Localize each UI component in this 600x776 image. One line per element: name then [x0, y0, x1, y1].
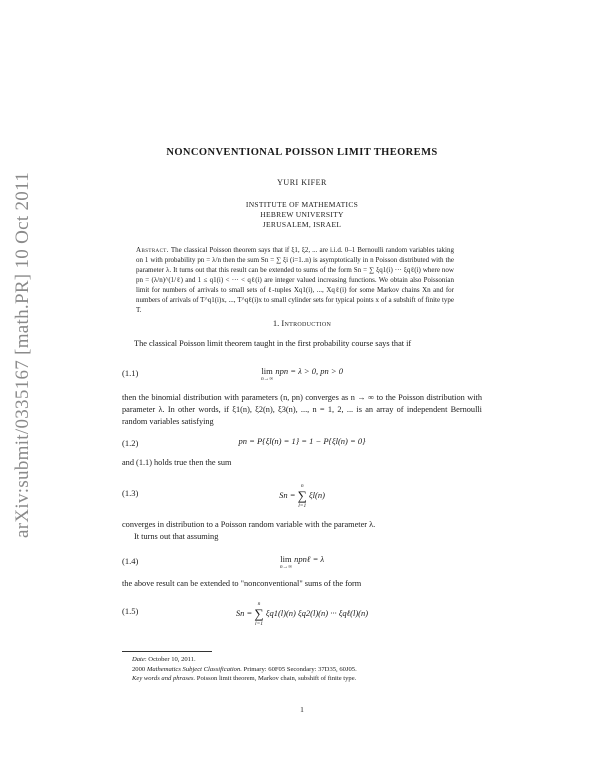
affiliation-line: INSTITUTE OF MATHEMATICS — [245, 200, 359, 209]
equation-number: (1.1) — [122, 368, 139, 378]
equation-expression: ξl(n) — [308, 489, 325, 500]
equation-expression: npn = λ > 0, pn > 0 — [275, 366, 343, 376]
section-title: Introduction — [281, 318, 332, 328]
arxiv-stamp-text: arXiv:submit/0335167 [math.PR] 10 Oct 2011 — [12, 171, 34, 539]
equation-1-3 — [122, 478, 482, 510]
abstract-label: Abstract. — [136, 246, 169, 254]
summation-symbol: n ∑ l=1 — [254, 601, 264, 627]
equation-1-2 — [122, 432, 482, 456]
paragraph: It turns out that assuming — [134, 532, 219, 541]
equation-lhs: Sn = — [235, 607, 253, 618]
equation-expression: pn = P{ξl(n) = 1} = 1 − P{ξl(n) = 0} — [238, 436, 366, 446]
footnote-msc: 2000 Mathematics Subject Classification. Primary: 60F05 Secondary: 37D35, 60J05. — [132, 665, 357, 673]
equation-number: (1.3) — [122, 488, 139, 498]
limit-operator: lim n→∞ — [279, 554, 293, 570]
affiliation — [122, 200, 482, 230]
equation-number: (1.2) — [122, 438, 139, 448]
author: YURI KIFER — [277, 178, 327, 187]
paragraph: converges in distribution to a Poisson random variable with the parameter λ. — [122, 520, 376, 529]
equation-number: (1.4) — [122, 556, 139, 566]
section-heading — [122, 318, 482, 328]
summation-symbol: n ∑ l=1 — [297, 483, 307, 509]
arxiv-stamp — [6, 100, 40, 610]
footnote-rule — [122, 651, 212, 652]
page-number: 1 — [300, 705, 304, 714]
section-number: 1. — [272, 318, 280, 328]
affiliation-line: JERUSALEM, ISRAEL — [262, 220, 342, 229]
affiliation-line: HEBREW UNIVERSITY — [260, 210, 344, 219]
limit-operator: lim n→∞ — [261, 366, 274, 382]
abstract-text: The classical Poisson theorem says that if ξ1, ξ2, ... are i.i.d. 0–1 Bernoulli random variables taking on 1 with probability pn = λ/n then the sum Sn = ∑ ξi (i=1..n) is asymptotically in n Poisson distributed with the parameter λ. It turns out that this result can be extended to sums of the form Sn = ∑ ξq1(i) ··· ξqℓ(i) where now pn = (λ/n)^(1/ℓ) and 1 ≤ q1(i) < ··· < qℓ(i) are integer valued increasing functions. We obtain also Poissonian limit for numbers of arrivals to small sets of ℓ-tuples Xq1(i), ..., Xqℓ(i) for some Markov chains Xn and for numbers of arrivals of T^q1(i)x, ..., T^qℓ(i)x to small cylinder sets for typical points x of a subshift of finite type T. — [136, 246, 454, 314]
paper-title: NONCONVENTIONAL POISSON LIMIT THEOREMS — [166, 147, 438, 158]
equation-1-5 — [122, 596, 482, 628]
equation-expression: ξq1(l)(n) ξq2(l)(n) ··· ξqℓ(l)(n) — [265, 607, 369, 618]
equation-lhs: Sn = — [279, 489, 296, 500]
paragraph: The classical Poisson limit theorem taught in the first probability course says that if — [134, 339, 412, 348]
footnotes — [122, 655, 482, 684]
equation-number: (1.5) — [122, 606, 139, 616]
paragraph: the above result can be extended to "nonconventional" sums of the form — [122, 579, 362, 588]
footnote-date: Date: October 10, 2011. — [132, 656, 196, 663]
paragraph: and (1.1) holds true then the sum — [122, 458, 232, 467]
abstract — [136, 245, 454, 315]
equation-expression: npnℓ = λ — [294, 554, 325, 564]
paragraph: then the binomial distribution with parameters (n, pn) converges as n → ∞ to the Poisson distribution with parameter λ. In other words, if ξ1(n), ξ2(n), ξ3(n), ..., n = 1, 2, ... is an array of independent Bernoulli random variables satisfying — [122, 393, 482, 426]
equation-1-4 — [122, 550, 482, 574]
equation-1-1 — [122, 362, 482, 386]
footnote-keywords: Key words and phrases. Poisson limit theorem, Markov chain, subshift of finite type. — [132, 675, 357, 682]
